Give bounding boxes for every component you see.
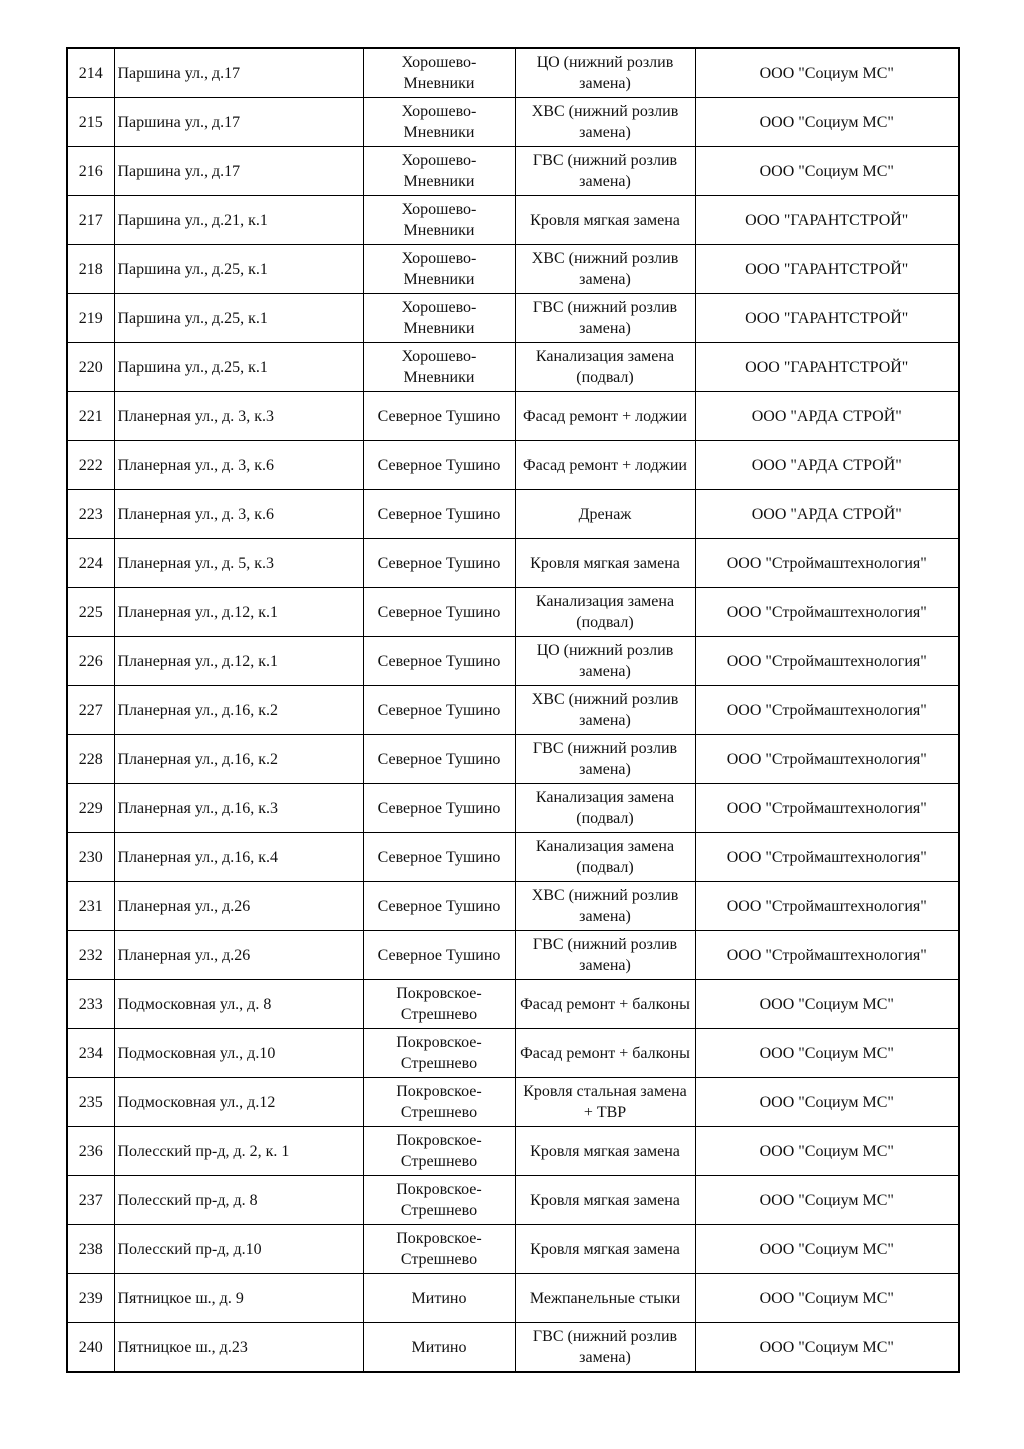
district-cell: Северное Тушино (363, 441, 515, 490)
district-cell: Северное Тушино (363, 588, 515, 637)
address-cell: Паршина ул., д.25, к.1 (114, 294, 363, 343)
contractor-cell: ООО "ГАРАНТСТРОЙ" (695, 343, 959, 392)
address-cell: Планерная ул., д. 3, к.6 (114, 490, 363, 539)
address-cell: Полесский пр-д, д. 8 (114, 1176, 363, 1225)
row-number-cell: 233 (67, 980, 114, 1029)
table-row (67, 1176, 959, 1225)
row-number-cell: 218 (67, 245, 114, 294)
contractor-cell: ООО "Социум МС" (695, 1323, 959, 1373)
contractor-cell: ООО "ГАРАНТСТРОЙ" (695, 245, 959, 294)
table-row (67, 98, 959, 147)
district-cell: Митино (363, 1323, 515, 1373)
table-row (67, 196, 959, 245)
row-number-cell: 240 (67, 1323, 114, 1373)
row-number-cell: 214 (67, 48, 114, 98)
address-cell: Планерная ул., д.16, к.2 (114, 735, 363, 784)
contractor-cell: ООО "Строймаштехнология" (695, 882, 959, 931)
district-cell: Покровское-Стрешнево (363, 1127, 515, 1176)
table-row (67, 147, 959, 196)
table-row (67, 931, 959, 980)
contractor-cell: ООО "Социум МС" (695, 1274, 959, 1323)
work-type-cell: ГВС (нижний розлив замена) (515, 1323, 695, 1373)
district-cell: Покровское-Стрешнево (363, 1176, 515, 1225)
address-cell: Планерная ул., д.16, к.4 (114, 833, 363, 882)
address-cell: Паршина ул., д.25, к.1 (114, 343, 363, 392)
table-row (67, 48, 959, 98)
table-row (67, 686, 959, 735)
address-cell: Подмосковная ул., д.12 (114, 1078, 363, 1127)
table-row (67, 1274, 959, 1323)
row-number-cell: 227 (67, 686, 114, 735)
row-number-cell: 216 (67, 147, 114, 196)
work-type-cell: Канализация замена (подвал) (515, 784, 695, 833)
row-number-cell: 226 (67, 637, 114, 686)
contractor-cell: ООО "Социум МС" (695, 48, 959, 98)
address-cell: Пятницкое ш., д.23 (114, 1323, 363, 1373)
contractor-cell: ООО "Социум МС" (695, 1029, 959, 1078)
contractor-cell: ООО "Социум МС" (695, 1176, 959, 1225)
row-number-cell: 230 (67, 833, 114, 882)
district-cell: Хорошево-Мневники (363, 98, 515, 147)
table-row (67, 441, 959, 490)
district-cell: Покровское-Стрешнево (363, 1029, 515, 1078)
district-cell: Северное Тушино (363, 735, 515, 784)
work-type-cell: Фасад ремонт + балконы (515, 980, 695, 1029)
row-number-cell: 217 (67, 196, 114, 245)
work-type-cell: Кровля мягкая замена (515, 1176, 695, 1225)
address-cell: Паршина ул., д.21, к.1 (114, 196, 363, 245)
work-type-cell: ХВС (нижний розлив замена) (515, 686, 695, 735)
work-type-cell: ХВС (нижний розлив замена) (515, 882, 695, 931)
contractor-cell: ООО "АРДА СТРОЙ" (695, 441, 959, 490)
row-number-cell: 238 (67, 1225, 114, 1274)
contractor-cell: ООО "Социум МС" (695, 980, 959, 1029)
row-number-cell: 239 (67, 1274, 114, 1323)
row-number-cell: 224 (67, 539, 114, 588)
row-number-cell: 235 (67, 1078, 114, 1127)
contractor-cell: ООО "Строймаштехнология" (695, 588, 959, 637)
contractor-cell: ООО "АРДА СТРОЙ" (695, 490, 959, 539)
contractor-cell: ООО "АРДА СТРОЙ" (695, 392, 959, 441)
district-cell: Северное Тушино (363, 637, 515, 686)
row-number-cell: 236 (67, 1127, 114, 1176)
district-cell: Митино (363, 1274, 515, 1323)
row-number-cell: 231 (67, 882, 114, 931)
contractor-cell: ООО "Строймаштехнология" (695, 637, 959, 686)
address-cell: Планерная ул., д.26 (114, 882, 363, 931)
address-cell: Подмосковная ул., д. 8 (114, 980, 363, 1029)
contractor-cell: ООО "Строймаштехнология" (695, 833, 959, 882)
contractor-cell: ООО "Строймаштехнология" (695, 539, 959, 588)
row-number-cell: 225 (67, 588, 114, 637)
contractor-cell: ООО "ГАРАНТСТРОЙ" (695, 294, 959, 343)
address-cell: Планерная ул., д.16, к.2 (114, 686, 363, 735)
table-row (67, 392, 959, 441)
work-type-cell: Кровля стальная замена + ТВР (515, 1078, 695, 1127)
address-cell: Паршина ул., д.17 (114, 48, 363, 98)
table-row (67, 245, 959, 294)
address-cell: Планерная ул., д. 3, к.6 (114, 441, 363, 490)
district-cell: Северное Тушино (363, 392, 515, 441)
district-cell: Северное Тушино (363, 931, 515, 980)
row-number-cell: 222 (67, 441, 114, 490)
work-type-cell: ХВС (нижний розлив замена) (515, 98, 695, 147)
row-number-cell: 219 (67, 294, 114, 343)
address-cell: Паршина ул., д.17 (114, 98, 363, 147)
work-type-cell: Фасад ремонт + балконы (515, 1029, 695, 1078)
row-number-cell: 220 (67, 343, 114, 392)
contractor-cell: ООО "Строймаштехнология" (695, 686, 959, 735)
row-number-cell: 232 (67, 931, 114, 980)
district-cell: Покровское-Стрешнево (363, 1078, 515, 1127)
row-number-cell: 215 (67, 98, 114, 147)
row-number-cell: 237 (67, 1176, 114, 1225)
district-cell: Покровское-Стрешнево (363, 1225, 515, 1274)
row-number-cell: 229 (67, 784, 114, 833)
work-type-cell: Канализация замена (подвал) (515, 833, 695, 882)
contractor-cell: ООО "ГАРАНТСТРОЙ" (695, 196, 959, 245)
repair-works-table (66, 47, 960, 1373)
address-cell: Планерная ул., д.16, к.3 (114, 784, 363, 833)
row-number-cell: 228 (67, 735, 114, 784)
contractor-cell: ООО "Строймаштехнология" (695, 735, 959, 784)
district-cell: Хорошево-Мневники (363, 245, 515, 294)
work-type-cell: ЦО (нижний розлив замена) (515, 48, 695, 98)
work-type-cell: Кровля мягкая замена (515, 1225, 695, 1274)
contractor-cell: ООО "Социум МС" (695, 1078, 959, 1127)
work-type-cell: Канализация замена (подвал) (515, 343, 695, 392)
address-cell: Паршина ул., д.25, к.1 (114, 245, 363, 294)
address-cell: Полесский пр-д, д.10 (114, 1225, 363, 1274)
table-row (67, 294, 959, 343)
table-row (67, 588, 959, 637)
table-row (67, 637, 959, 686)
table-row (67, 735, 959, 784)
work-type-cell: Кровля мягкая замена (515, 196, 695, 245)
table-row (67, 343, 959, 392)
table-row (67, 882, 959, 931)
district-cell: Хорошево-Мневники (363, 147, 515, 196)
table-row (67, 490, 959, 539)
address-cell: Паршина ул., д.17 (114, 147, 363, 196)
row-number-cell: 221 (67, 392, 114, 441)
table-row (67, 539, 959, 588)
contractor-cell: ООО "Социум МС" (695, 1225, 959, 1274)
district-cell: Северное Тушино (363, 539, 515, 588)
work-type-cell: Канализация замена (подвал) (515, 588, 695, 637)
work-type-cell: Кровля мягкая замена (515, 1127, 695, 1176)
work-type-cell: Фасад ремонт + лоджии (515, 441, 695, 490)
district-cell: Северное Тушино (363, 490, 515, 539)
district-cell: Северное Тушино (363, 686, 515, 735)
table-row (67, 980, 959, 1029)
district-cell: Хорошево-Мневники (363, 294, 515, 343)
table-row (67, 1029, 959, 1078)
row-number-cell: 234 (67, 1029, 114, 1078)
district-cell: Хорошево-Мневники (363, 343, 515, 392)
address-cell: Планерная ул., д.12, к.1 (114, 588, 363, 637)
table-body (67, 48, 959, 1372)
table-row (67, 833, 959, 882)
address-cell: Планерная ул., д.12, к.1 (114, 637, 363, 686)
work-type-cell: ГВС (нижний розлив замена) (515, 294, 695, 343)
work-type-cell: ГВС (нижний розлив замена) (515, 735, 695, 784)
work-type-cell: Межпанельные стыки (515, 1274, 695, 1323)
district-cell: Хорошево-Мневники (363, 196, 515, 245)
contractor-cell: ООО "Строймаштехнология" (695, 784, 959, 833)
contractor-cell: ООО "Социум МС" (695, 1127, 959, 1176)
work-type-cell: ЦО (нижний розлив замена) (515, 637, 695, 686)
table-row (67, 1127, 959, 1176)
address-cell: Полесский пр-д, д. 2, к. 1 (114, 1127, 363, 1176)
work-type-cell: Дренаж (515, 490, 695, 539)
document-page (66, 47, 958, 1373)
work-type-cell: ХВС (нижний розлив замена) (515, 245, 695, 294)
address-cell: Планерная ул., д. 5, к.3 (114, 539, 363, 588)
contractor-cell: ООО "Социум МС" (695, 98, 959, 147)
row-number-cell: 223 (67, 490, 114, 539)
district-cell: Хорошево-Мневники (363, 48, 515, 98)
contractor-cell: ООО "Строймаштехнология" (695, 931, 959, 980)
district-cell: Северное Тушино (363, 833, 515, 882)
work-type-cell: Фасад ремонт + лоджии (515, 392, 695, 441)
table-row (67, 784, 959, 833)
table-row (67, 1078, 959, 1127)
table-row (67, 1323, 959, 1373)
district-cell: Северное Тушино (363, 882, 515, 931)
address-cell: Пятницкое ш., д. 9 (114, 1274, 363, 1323)
address-cell: Планерная ул., д. 3, к.3 (114, 392, 363, 441)
address-cell: Подмосковная ул., д.10 (114, 1029, 363, 1078)
work-type-cell: Кровля мягкая замена (515, 539, 695, 588)
district-cell: Покровское-Стрешнево (363, 980, 515, 1029)
work-type-cell: ГВС (нижний розлив замена) (515, 147, 695, 196)
address-cell: Планерная ул., д.26 (114, 931, 363, 980)
work-type-cell: ГВС (нижний розлив замена) (515, 931, 695, 980)
district-cell: Северное Тушино (363, 784, 515, 833)
contractor-cell: ООО "Социум МС" (695, 147, 959, 196)
table-row (67, 1225, 959, 1274)
